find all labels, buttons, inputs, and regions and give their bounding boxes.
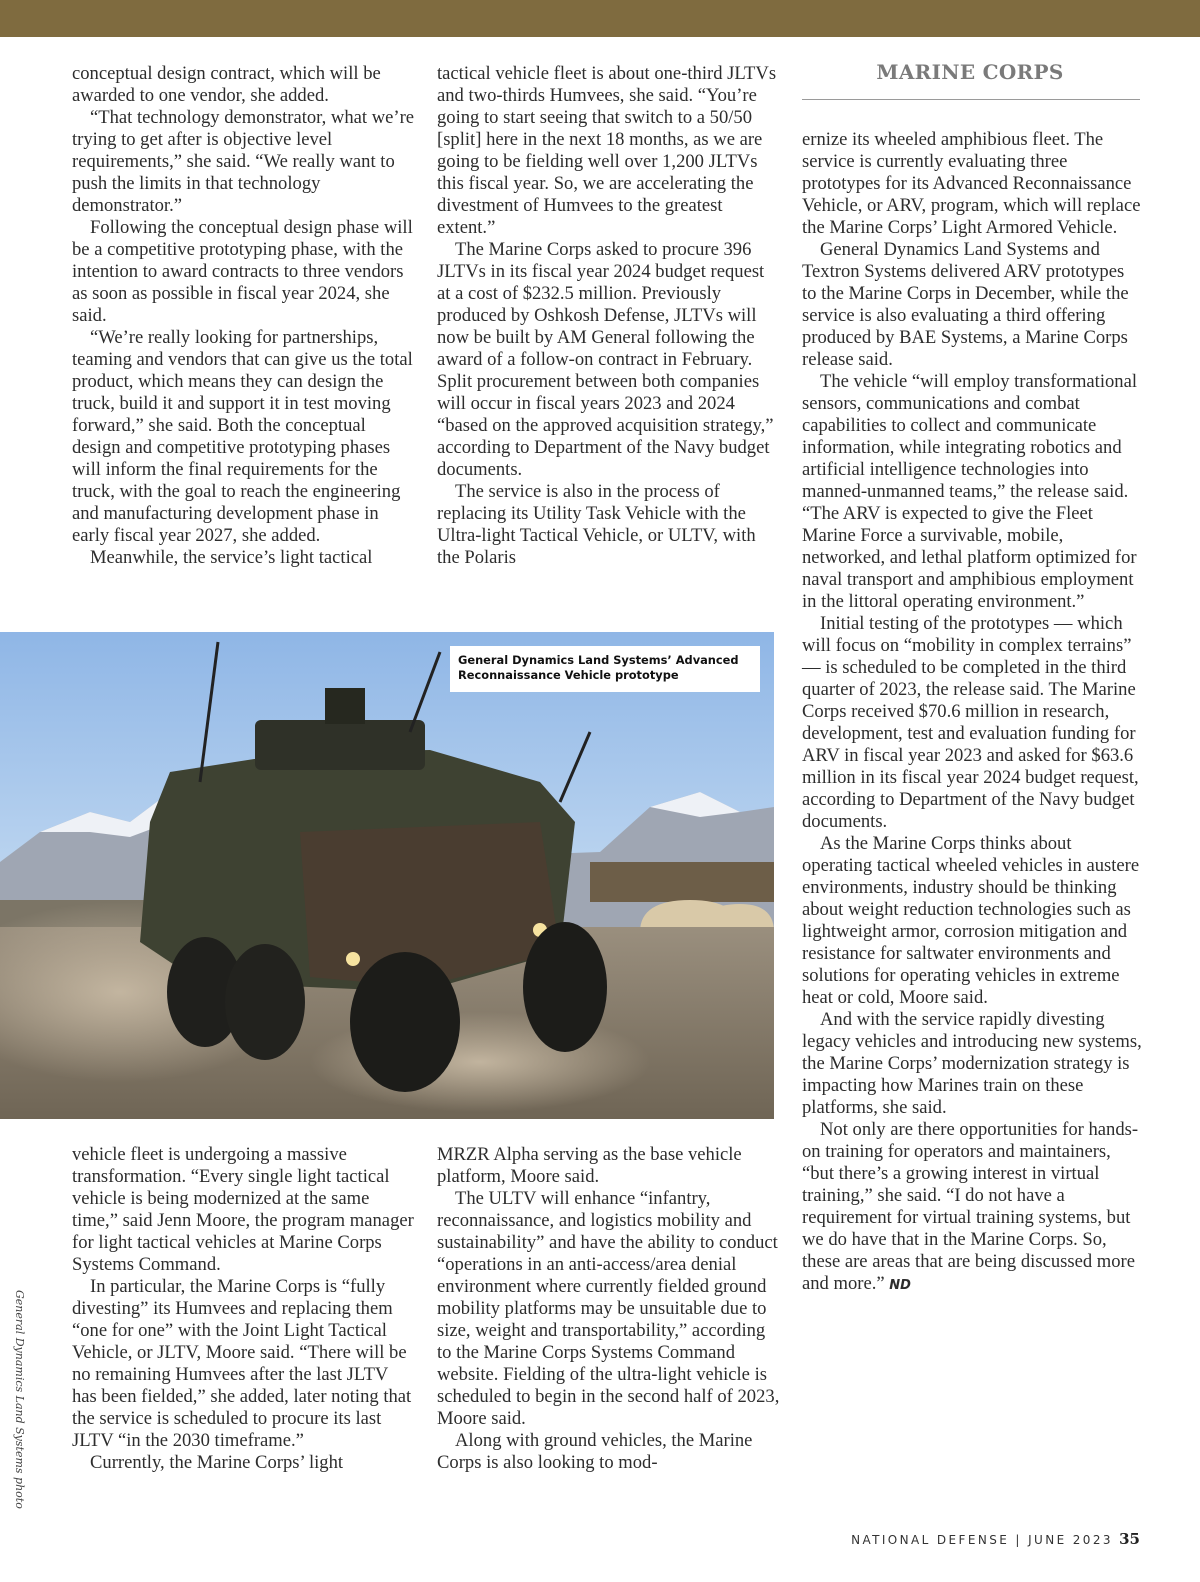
article-column-1-top bbox=[72, 63, 417, 569]
wheel bbox=[225, 944, 305, 1060]
photo-credit: General Dynamics Land Systems photo bbox=[13, 1290, 26, 1509]
article-column-2-top bbox=[437, 63, 782, 569]
sensor-mast bbox=[325, 688, 365, 724]
paragraph: The vehicle “will employ transformational sensors, communications and combat capabilities to collect and communicate information, while integrating robotics and artificial intelligence technologies into manned-unmanned teams,” the release said. “The ARV is expected to give the Fleet Marine Force a survivable, mobile, networked, and lethal platform optimized for naval transport and amphibious employment in the littoral operating environment.” bbox=[802, 371, 1138, 612]
paragraph: Following the conceptual design phase will be a competitive prototyping phase, with the intention to award contracts to three vendors as soon as possible in fiscal year 2024, she said. bbox=[72, 217, 413, 326]
paragraph: Initial testing of the prototypes — which will focus on “mobility in complex terrains” — is scheduled to be completed in the third quarter of 2023, the release said. The Marine Corps received $70.6 million in research, development, test and evaluation funding for ARV in fiscal year 2023 and asked for $63.6 million in its fiscal year 2024 budget request, according to Department of the Navy budget documents. bbox=[802, 613, 1139, 832]
paragraph: tactical vehicle fleet is about one-third JLTVs and two-thirds Humvees, she said. “You’re going to start seeing that switch to a 50/50 [split] here in the next 18 months, as we are going to be fielding well over 1,200 JLTVs this fiscal year. So, we are accelerating the divestment of Humvees to the greatest extent.” bbox=[437, 63, 777, 238]
article-column-1-bottom bbox=[72, 1144, 417, 1474]
photo-caption: General Dynamics Land Systems’ Advanced Reconnaissance Vehicle prototype bbox=[450, 646, 760, 692]
paragraph: MRZR Alpha serving as the base vehicle platform, Moore said. bbox=[437, 1144, 742, 1187]
paragraph: “We’re really looking for partnerships, teaming and vendors that can give us the total product, which means they can design the truck, build it and support it in test moving forward,” she said. Both the conceptual design and competitive prototyping phases will inform the final requirements for the truck, with the goal to reach the engineering and manufacturing development phase in early fiscal year 2027, she added. bbox=[72, 327, 413, 546]
paragraph bbox=[802, 1119, 1142, 1297]
top-color-bar bbox=[0, 0, 1200, 37]
vehicle-photo bbox=[0, 632, 774, 1119]
paragraph: The service is also in the process of replacing its Utility Task Vehicle with the Ultra-light Tactical Vehicle, or ULTV, with the Polaris bbox=[437, 481, 756, 568]
trees bbox=[590, 862, 774, 902]
end-mark: ND bbox=[889, 1278, 911, 1293]
paragraph: In particular, the Marine Corps is “fully divesting” its Humvees and replacing them “one for one” with the Joint Light Tactical Vehicle, or JLTV, Moore said. “There will be no remaining Humvees after the last JLTV has been fielded,” she added, later noting that the service is scheduled to procure its last JLTV “in the 2030 timeframe.” bbox=[72, 1276, 412, 1451]
paragraph: General Dynamics Land Systems and Textron Systems delivered ARV prototypes to the Marine Corps in December, while the service is also evaluating a third offering produced by BAE Systems, a Marine Corps release said. bbox=[802, 239, 1129, 370]
section-label: MARINE CORPS bbox=[876, 60, 1064, 84]
paragraph: And with the service rapidly divesting legacy vehicles and introducing new systems, the Marine Corps’ modernization strategy is impacting how Marines train on these platforms, she said. bbox=[802, 1009, 1142, 1118]
article-column-2-bottom bbox=[437, 1144, 782, 1474]
paragraph: “That technology demonstrator, what we’re trying to get after is objective level requirements,” she said. “We really want to push the limits in that technology demonstrator.” bbox=[72, 107, 415, 216]
headlight bbox=[346, 952, 360, 966]
paragraph-text: Not only are there opportunities for hands-on training for operators and maintainers, “but there’s a growing interest in virtual training,” she said. “I do not have a requirement for virtual training systems, but we do have that in the Marine Corps. So, these are areas that are being discussed more and more.” bbox=[802, 1119, 1139, 1294]
wheel bbox=[350, 952, 460, 1092]
paragraph: Currently, the Marine Corps’ light bbox=[90, 1452, 344, 1473]
turret bbox=[255, 720, 425, 770]
paragraph: As the Marine Corps thinks about operating tactical wheeled vehicles in austere environments, industry should be thinking about weight reduction technologies such as lightweight armor, corrosion mitigation and resistance for saltwater environments and solutions for operating vehicles in extreme heat or cold, Moore said. bbox=[802, 833, 1140, 1008]
article-column-3 bbox=[802, 129, 1142, 1297]
paragraph: Meanwhile, the service’s light tactical bbox=[90, 547, 373, 568]
paragraph: Along with ground vehicles, the Marine Corps is also looking to mod- bbox=[437, 1430, 753, 1473]
paragraph: ernize its wheeled amphibious fleet. The service is currently evaluating three prototypes for its Advanced Reconnaissance Vehicle, or ARV, program, which will replace the Marine Corps’ Light Armored Vehicle. bbox=[802, 129, 1141, 238]
publication-name: NATIONAL DEFENSE | JUNE 2023 bbox=[851, 1533, 1113, 1547]
page-number: 35 bbox=[1119, 1530, 1140, 1548]
paragraph: vehicle fleet is undergoing a massive transformation. “Every single light tactical vehicle is being modernized at the same time,” said Jenn Moore, the program manager for light tactical vehicles at Marine Corps Systems Command. bbox=[72, 1144, 414, 1275]
paragraph: conceptual design contract, which will be awarded to one vendor, she added. bbox=[72, 63, 381, 106]
page-footer bbox=[851, 1530, 1140, 1548]
section-divider bbox=[802, 99, 1140, 100]
paragraph: The Marine Corps asked to procure 396 JLTVs in its fiscal year 2024 budget request at a cost of $232.5 million. Previously produced by Oshkosh Defense, JLTVs will now be built by AM General following the award of a follow-on contract in February. Split procurement between both companies will occur in fiscal years 2023 and 2024 “based on the approved acquisition strategy,” according to Department of the Navy budget documents. bbox=[437, 239, 774, 480]
paragraph: The ULTV will enhance “infantry, reconnaissance, and logistics mobility and sustainability” and have the ability to conduct “operations in an anti-access/area denial environment where currently fielded ground mobility platforms may be unsuitable due to size, weight and transportability,” according to the Marine Corps Systems Command website. Fielding of the ultra-light vehicle is scheduled to begin in the second half of 2023, Moore said. bbox=[437, 1188, 780, 1429]
wheel bbox=[523, 922, 607, 1052]
